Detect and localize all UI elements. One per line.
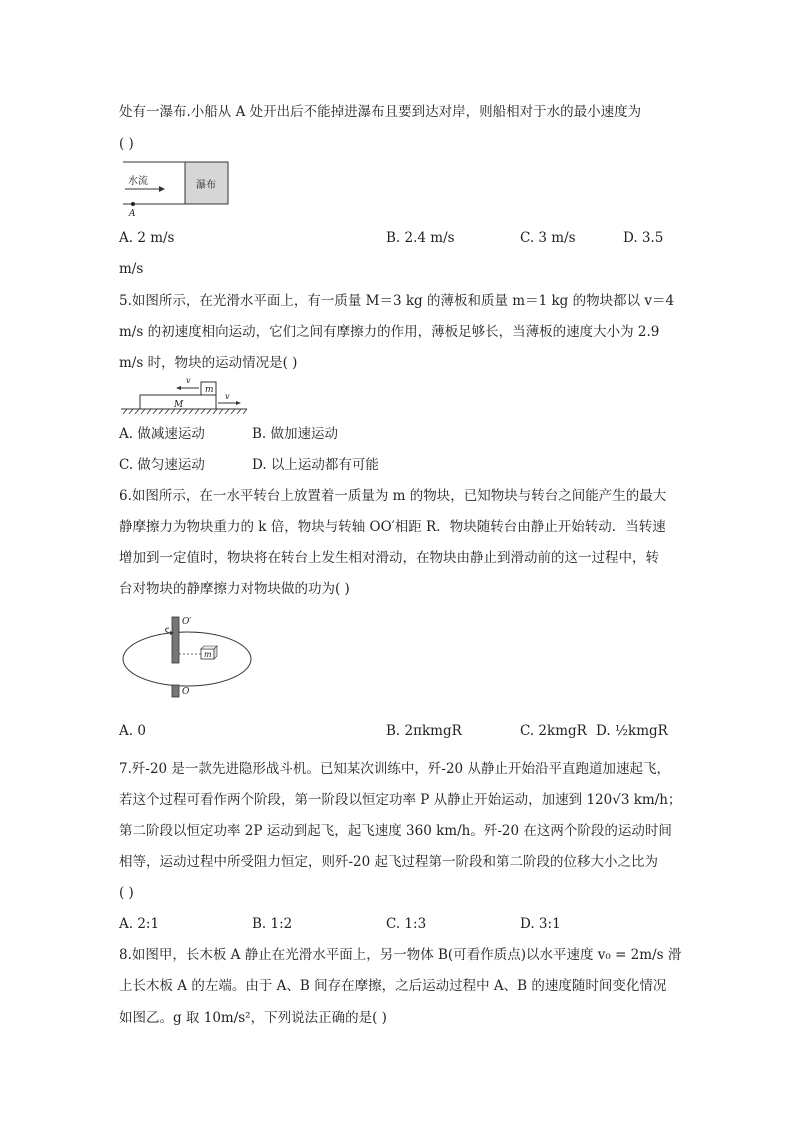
q6-bottom-axis-label: O — [182, 687, 190, 697]
q7-option-b: B. 1:2 — [252, 916, 293, 932]
q6-figure — [119, 612, 259, 702]
q5-figure — [119, 376, 249, 416]
q5-block-m-label: m — [205, 385, 214, 395]
q5-velocity-right-label: v — [225, 392, 230, 401]
q5-text-line-2: m/s 的初速度相向运动，它们之间有摩擦力的作用，薄板足够长，当薄板的速度大小为 2.9 — [119, 324, 660, 340]
q7-option-d: D. 3:1 — [520, 916, 561, 932]
q6-option-a: A. 0 — [119, 723, 146, 739]
q4-option-b: B. 2.4 m/s — [386, 230, 455, 246]
q4-flow-label: 水流 — [128, 176, 148, 187]
q4-option-a: A. 2 m/s — [119, 230, 175, 246]
q8-text-line-1: 8.如图甲，长木板 A 静止在光滑水平面上，另一物体 B(可看作质点)以水平速度 v₀ = 2m/s 滑 — [119, 947, 682, 963]
q4-option-d-unit: m/s — [119, 261, 144, 277]
q7-text-line-2: 若这个过程可看作两个阶段，第一阶段以恒定功率 P 从静止开始运动，加速到 120√3 km/h； — [119, 792, 682, 808]
q4-answer-blank: ( ) — [119, 136, 134, 152]
q7-answer-blank: ( ) — [119, 885, 134, 901]
q6-option-b: B. 2πkmgR — [386, 723, 462, 739]
q4-waterfall-label: 瀑布 — [196, 180, 216, 191]
q6-block-label: m — [204, 650, 212, 659]
q6-option-c: C. 2kmgR — [520, 723, 587, 739]
q6-option-d: D. ½kmgR — [596, 723, 668, 739]
q8-text-line-2: 上长木板 A 的左端。由于 A、B 间存在摩擦，之后运动过程中 A、B 的速度随时间变化情况 — [119, 978, 667, 994]
q5-text-line-3: m/s 时，物块的运动情况是( ) — [119, 355, 298, 371]
q6-text-line-2: 静摩擦力为物块重力的 k 倍，物块与转轴 OO′相距 R．物块随转台由静止开始转动．当转速 — [119, 519, 666, 535]
q4-text-line-1: 处有一瀑布.小船从 A 处开出后不能掉进瀑布且要到达对岸，则船相对于水的最小速度为 — [119, 104, 642, 120]
q5-option-b: B. 做加速运动 — [252, 426, 339, 442]
q5-option-a: A. 做减速运动 — [119, 426, 205, 442]
q6-text-line-1: 6.如图所示，在一水平转台上放置着一质量为 m 的物块，已知物块与转台之间能产生的最大 — [119, 488, 667, 504]
q6-text-line-3: 增加到一定值时，物块将在转台上发生相对滑动，在物块由静止到滑动前的这一过程中，转 — [119, 550, 659, 566]
q6-top-axis-label: O′ — [182, 617, 192, 627]
q7-option-a: A. 2:1 — [119, 916, 160, 932]
q7-text-line-3: 第二阶段以恒定功率 2P 运动到起飞，起飞速度 360 km/h。歼-20 在这两个阶段的运动时间 — [119, 823, 672, 839]
q8-text-line-3: 如图乙。g 取 10m/s²，下列说法正确的是( ) — [119, 1010, 387, 1026]
q4-figure — [119, 158, 234, 220]
q5-text-line-1: 5.如图所示，在光滑水平面上，有一质量 M＝3 kg 的薄板和质量 m＝1 kg 的物块都以 v＝4 — [119, 293, 675, 309]
q6-text-line-4: 台对物块的静摩擦力对物块做的功为( ) — [119, 581, 350, 597]
q7-option-c: C. 1:3 — [386, 916, 427, 932]
q4-option-c: C. 3 m/s — [520, 230, 576, 246]
q4-option-d: D. 3.5 — [623, 230, 664, 246]
q5-board-m-label: M — [174, 400, 184, 410]
q5-velocity-left-label: v — [186, 376, 191, 385]
q7-text-line-1: 7.歼-20 是一款先进隐形战斗机。已知某次训练中，歼-20 从静止开始沿平直跑道加速起飞， — [119, 761, 670, 777]
q5-option-d: D. 以上运动都有可能 — [252, 457, 379, 473]
q4-point-a-label: A — [129, 209, 136, 219]
q5-option-c: C. 做匀速运动 — [119, 457, 205, 473]
q7-text-line-4: 相等，运动过程中所受阻力恒定，则歼-20 起飞过程第一阶段和第二阶段的位移大小之比为 — [119, 854, 659, 870]
